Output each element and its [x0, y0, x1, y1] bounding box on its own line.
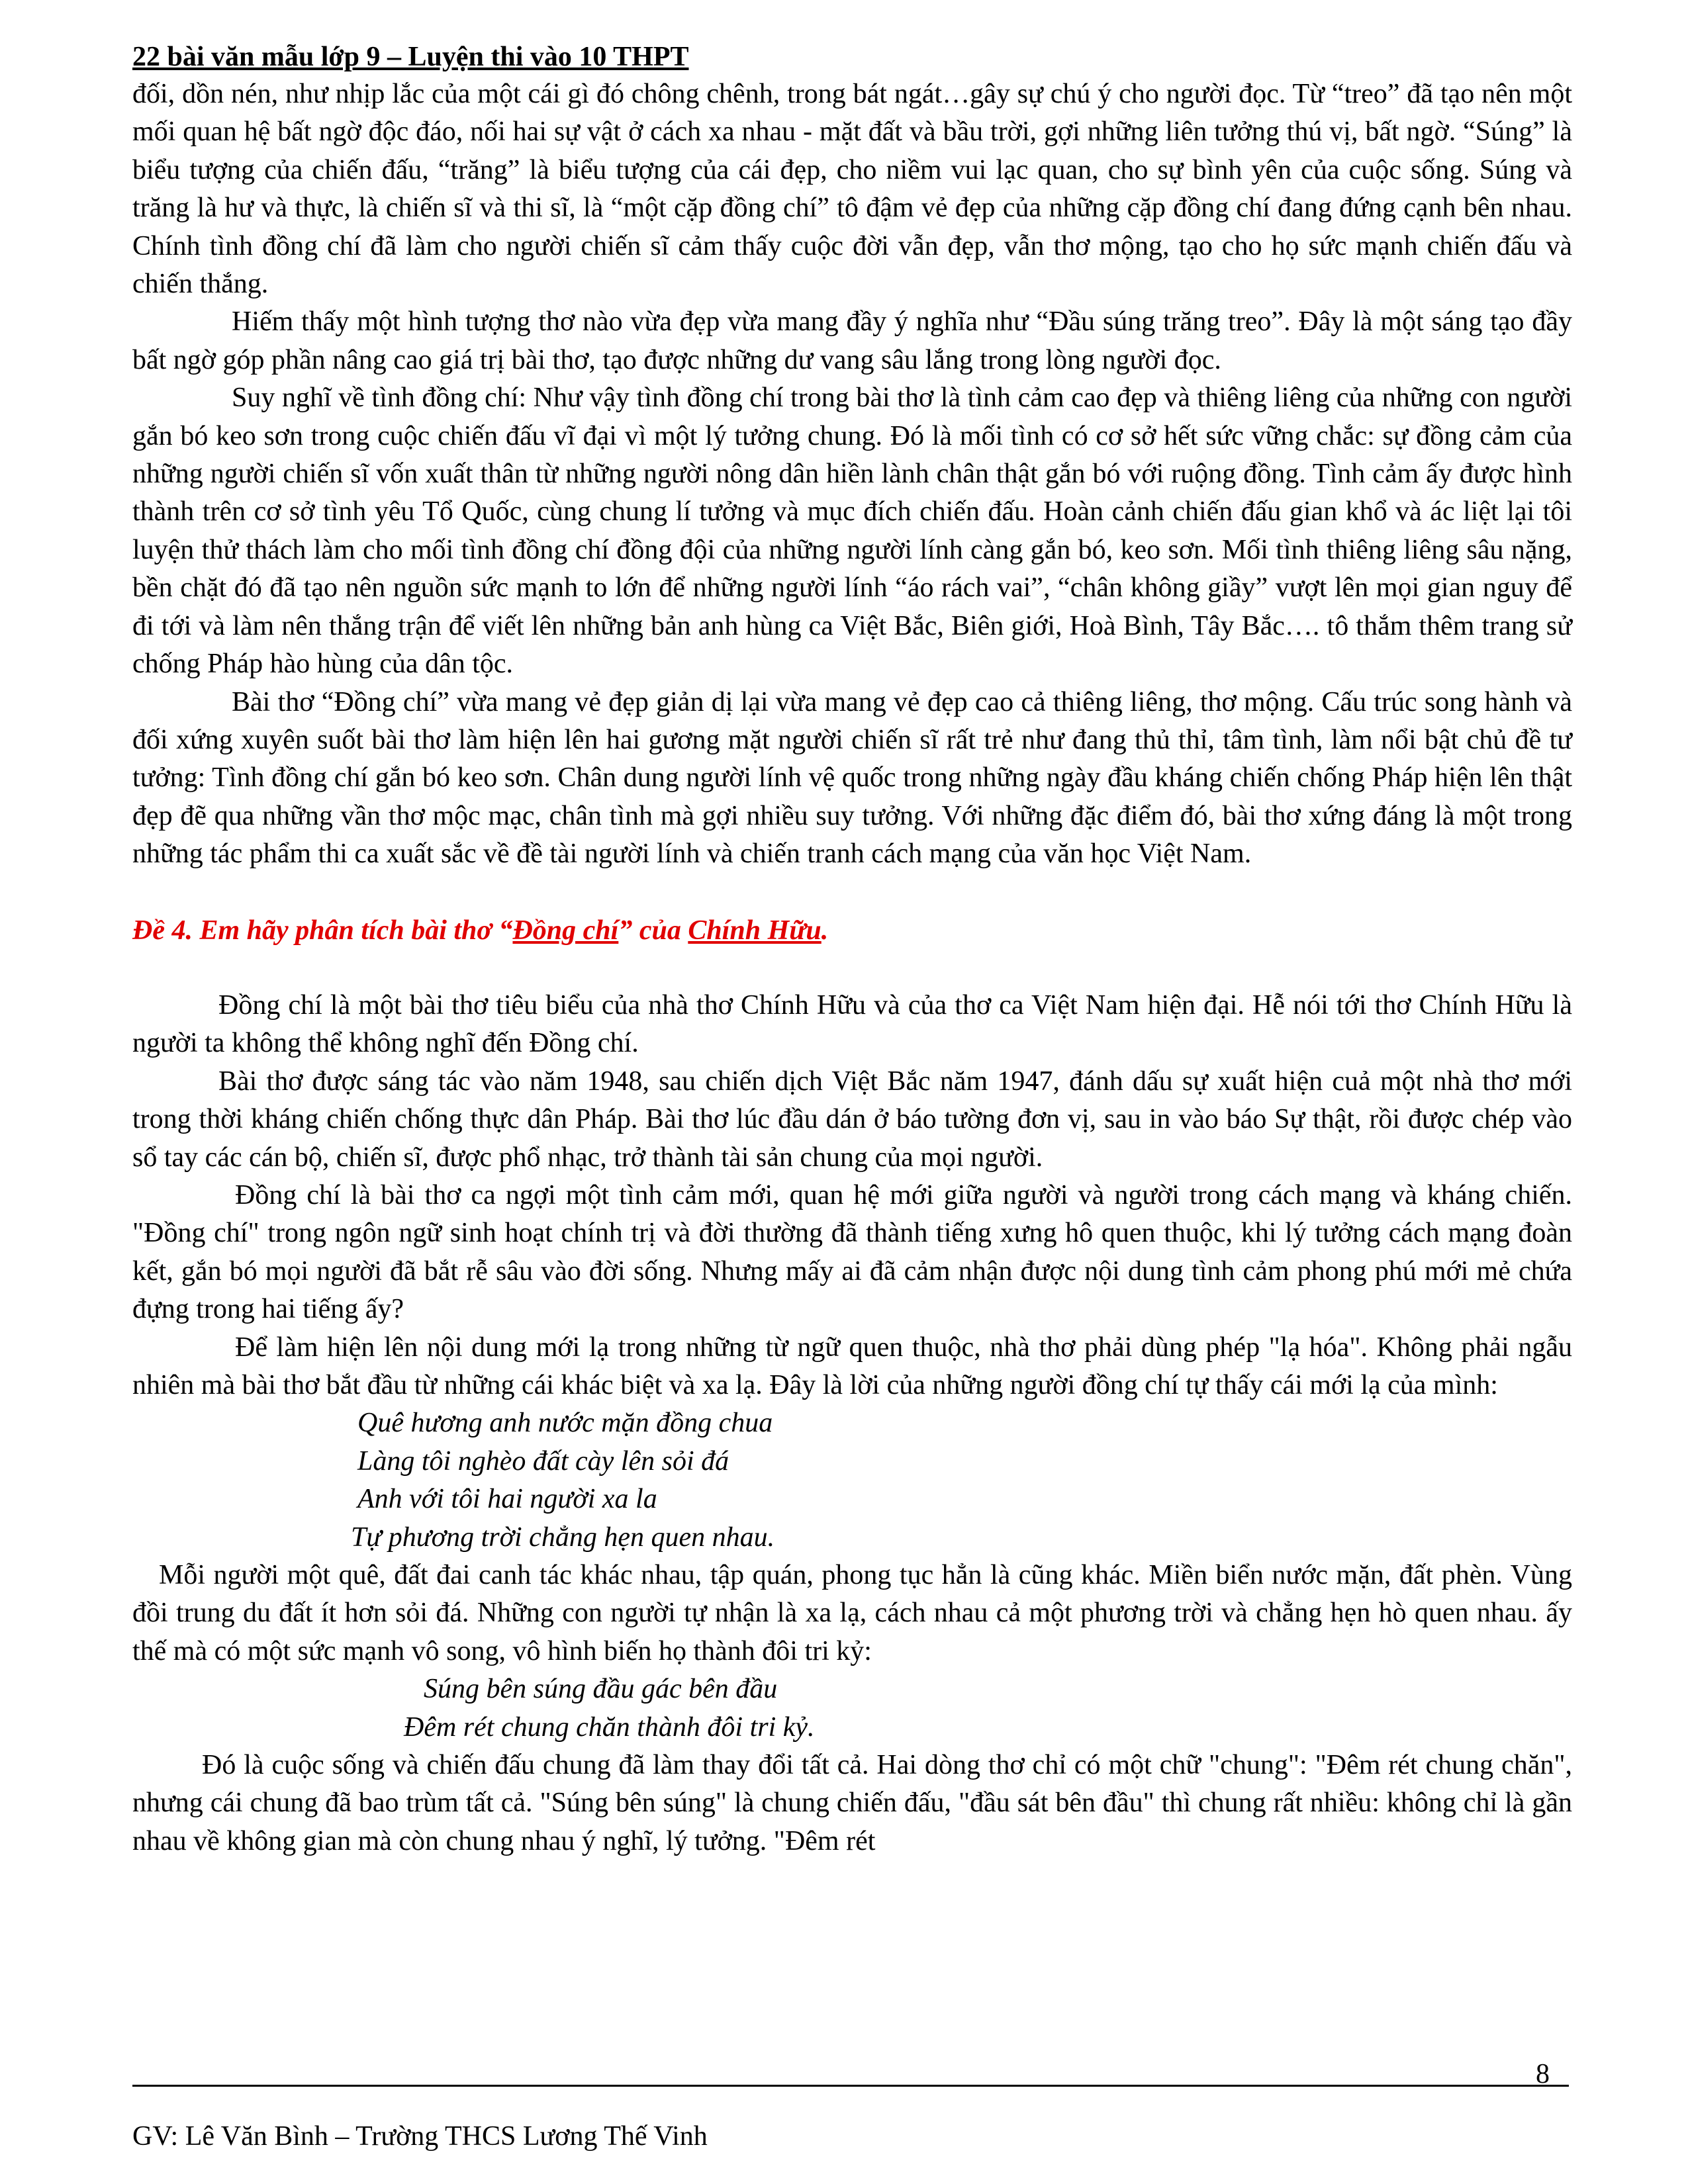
heading-poem-title: Đồng chí — [512, 915, 619, 946]
poem-line: Quê hương anh nước mặn đồng chua — [357, 1408, 773, 1439]
paragraph: Bài thơ được sáng tác vào năm 1948, sau chiến dịch Việt Bắc năm 1947, đánh dấu sự xuất hiện cuả một nhà thơ mới trong thời kháng chiến chống thực dân Pháp. Bài thơ lúc đầu dán ở báo tường đơn vị, sau in vào báo Sự thật, rồi được chép vào sổ tay các cán bộ, chiến sĩ, được phổ nhạc, trở thành tài sản chung của mọi người. — [132, 1066, 1572, 1173]
heading-suffix: . — [821, 915, 829, 946]
poem-excerpt — [132, 1670, 1572, 1747]
paragraph: Hiếm thấy một hình tượng thơ nào vừa đẹp vừa mang đầy ý nghĩa như “Đầu súng trăng treo”. Đây là một sáng tạo đầy bất ngờ góp phần nâng cao giá trị bài thơ, tạo được những dư vang sâu lắng trong lòng người đọc. — [132, 306, 1572, 375]
heading-author: Chính Hữu — [688, 915, 821, 946]
paragraph: Suy nghĩ về tình đồng chí: Như vậy tình đồng chí trong bài thơ là tình cảm cao đẹp và thiêng liêng của những con người gắn bó keo sơn trong cuộc chiến đấu vĩ đại vì một lý tưởng chung. Đó là mối tình có cơ sở hết sức vững chắc: sự đồng cảm của những người chiến sĩ vốn xuất thân từ những người nông dân hiền lành chân thật gắn bó với ruộng đồng. Tình cảm ấy được hình thành trên cơ sở tình yêu Tổ Quốc, cùng chung lí tưởng và mục đích chiến đấu. Hoàn cảnh chiến đấu gian khổ và ác liệt lại tôi luyện thử thách làm cho mối tình đồng chí đồng đội của những người lính càng gắn bó, keo sơn. Mối tình thiêng liêng sâu nặng, bền chặt đó đã tạo nên nguồn sức mạnh to lớn để những người lính “áo rách vai”, “chân không giầy” vượt lên mọi gian nguy để đi tới và làm nên thắng trận để viết lên những bản anh hùng ca Việt Bắc, Biên giới, Hoà Bình, Tây Bắc…. tô thắm thêm trang sử chống Pháp hào hùng của dân tộc. — [132, 383, 1572, 680]
paragraph: Đồng chí là một bài thơ tiêu biểu của nhà thơ Chính Hữu và của thơ ca Việt Nam hiện đại. Hễ nói tới thơ Chính Hữu là người ta không thể không nghĩ đến Đồng chí. — [132, 989, 1572, 1059]
poem-line: Súng bên súng đầu gác bên đầu — [424, 1674, 778, 1705]
page-content — [132, 38, 1572, 1860]
heading-prefix: Đề 4. Em hãy phân tích bài thơ “ — [132, 915, 513, 946]
page-number: 8 — [1536, 2059, 1550, 2089]
poem-excerpt — [132, 1404, 1572, 1557]
poem-line: Tự phương trời chẳng hẹn quen nhau. — [351, 1522, 775, 1553]
paragraph: Bài thơ “Đồng chí” vừa mang vẻ đẹp giản dị lại vừa mang vẻ đẹp cao cả thiêng liêng, thơ mộng. Cấu trúc song hành và đối xứng xuyên suốt bài thơ làm hiện lên hai gương mặt người chiến sĩ rất trẻ như đang thủ thỉ, tâm tình, làm nổi bật chủ đề tư tưởng: Tình đồng chí gắn bó keo sơn. Chân dung người lính vệ quốc trong những ngày đầu kháng chiến chống Pháp hiện lên thật đẹp đẽ qua những vần thơ mộc mạc, chân tình mà gợi nhiều suy tưởng. Với những đặc điểm đó, bài thơ xứng đáng là một trong những tác phẩm thi ca xuất sắc về đề tài người lính và chiến tranh cách mạng của văn học Việt Nam. — [132, 686, 1572, 870]
footer-divider — [132, 2085, 1569, 2087]
paragraph: đối, dồn nén, như nhịp lắc của một cái gì đó chông chênh, trong bát ngát…gây sự chú ý cho người đọc. Từ “treo” đã tạo nên một mối quan hệ bất ngờ độc đáo, nối hai sự vật ở cách xa nhau - mặt đất và bầu trời, gợi những liên tưởng thú vị, bất ngờ. “Súng” là biểu tượng của chiến đấu, “trăng” là biểu tượng của cái đẹp, cho niềm vui lạc quan, cho sự bình yên của cuộc sống. Súng và trăng là hư và thực, là chiến sĩ và thi sĩ, là “một cặp đồng chí” tô đậm vẻ đẹp của những cặp đồng chí đang đứng cạnh bên nhau. Chính tình đồng chí đã làm cho người chiến sĩ cảm thấy cuộc đời vẫn đẹp, vẫn thơ mộng, tạo cho họ sức mạnh chiến đấu và chiến thắng. — [132, 79, 1572, 300]
poem-line: Đêm rét chung chăn thành đôi tri kỷ. — [404, 1711, 815, 1743]
paragraph: Đó là cuộc sống và chiến đấu chung đã làm thay đổi tất cả. Hai dòng thơ chỉ có một chữ "chung": "Đêm rét chung chăn", nhưng cái chung đã bao trùm tất cả. "Súng bên súng" là chung chiến đấu, "đầu sát bên đầu" thì chung rất nhiều: không chỉ là gần nhau về không gian mà còn chung nhau ý nghĩ, lý tưởng. "Đêm rét — [132, 1750, 1572, 1856]
heading-middle: ” của — [618, 915, 688, 946]
poem-line: Làng tôi nghèo đất cày lên sỏi đá — [357, 1445, 729, 1477]
paragraph: Để làm hiện lên nội dung mới lạ trong những từ ngữ quen thuộc, nhà thơ phải dùng phép "lạ hóa". Không phải ngẫu nhiên mà bài thơ bắt đầu từ những cái khác biệt và xa lạ. Đây là lời của những người đồng chí tự thấy cái mới lạ của mình: — [132, 1332, 1572, 1400]
poem-line: Anh với tôi hai người xa la — [357, 1484, 657, 1515]
paragraph: Đồng chí là bài thơ ca ngợi một tình cảm mới, quan hệ mới giữa người và người trong cách mạng và kháng chiến. "Đồng chí" trong ngôn ngữ sinh hoạt chính trị và đời thường đã thành tiếng xưng hô quen thuộc, khi lý tưởng cách mạng đoàn kết, gắn bó mọi người đã bắt rễ sâu vào đời sống. Nhưng mấy ai đã cảm nhận được nội dung tình cảm phong phú mới mẻ chứa đựng trong hai tiếng ấy? — [132, 1179, 1572, 1325]
running-header: 22 bài văn mẫu lớp 9 – Luyện thi vào 10 THPT — [132, 42, 689, 72]
footer-author-line: GV: Lê Văn Bình – Trường THCS Lương Thế Vinh — [132, 2121, 708, 2152]
paragraph: Mỗi người một quê, đất đai canh tác khác nhau, tập quán, phong tục hẳn là cũng khác. Miền biển nước mặn, đất phèn. Vùng đồi trung du đất ít hơn sỏi đá. Những con người tự nhận là xa lạ, cách nhau cả một phương trời và chẳng hẹn hò quen nhau. ấy thế mà có một sức mạnh vô song, vô hình biến họ thành đôi tri kỷ: — [132, 1560, 1572, 1666]
section-heading — [132, 912, 1572, 950]
